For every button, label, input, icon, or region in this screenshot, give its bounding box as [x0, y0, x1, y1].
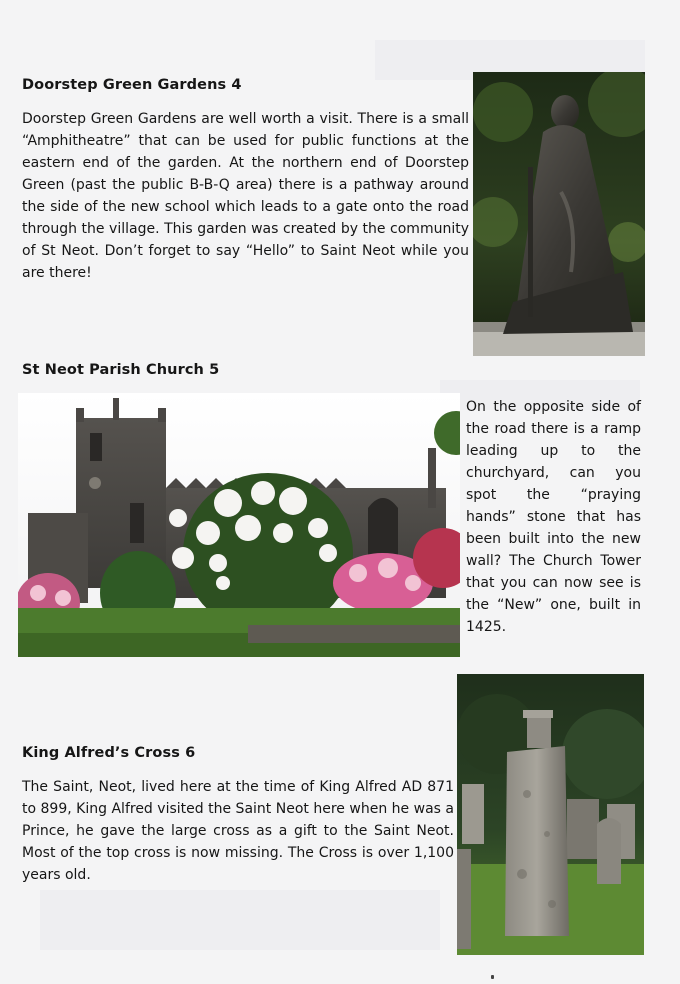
statue-of-saint-neot-photo	[473, 72, 645, 356]
section-heading-doorstep-green: Doorstep Green Gardens 4	[22, 77, 242, 93]
section-body-king-alfreds-cross: The Saint, Neot, lived here at the time of King Alfred AD 871 to 899, King Alfred visited the Saint Neot here when he was a Prince, he gave the large cross as a gift to the Saint Neot. Most of the top cross is now missing. The Cross is over 1,100 years old.	[22, 779, 454, 883]
section-body-doorstep-green: Doorstep Green Gardens are well worth a visit. There is a small “Amphitheatre” that can be used for public functions at the eastern end of the garden. At the northern end of Doorstep Green (past the public B-B-Q area) there is a pathway around the side of the new school which leads to a gate onto the road through the village. This garden was created by the community of St Neot. Don’t forget to say “Hello” to Saint Neot while you are there!	[22, 111, 469, 281]
section-heading-king-alfreds-cross: King Alfred’s Cross 6	[22, 745, 196, 761]
cross-photo-graphic	[457, 674, 644, 955]
parish-church-photo	[18, 393, 460, 657]
section-heading-parish-church: St Neot Parish Church 5	[22, 362, 220, 378]
king-alfreds-cross-photo	[457, 674, 644, 955]
statue-photo-graphic	[473, 72, 645, 356]
reverse-page-bleed	[40, 890, 440, 950]
church-photo-graphic	[18, 393, 460, 657]
page-marker	[491, 975, 494, 979]
section-body-parish-church: On the opposite side of the road there is a ramp leading up to the churchyard, can you spot the “praying hands” stone that has been built into the new wall? The Church Tower that you can now see is the “New” one, built in 1425.	[466, 399, 641, 635]
